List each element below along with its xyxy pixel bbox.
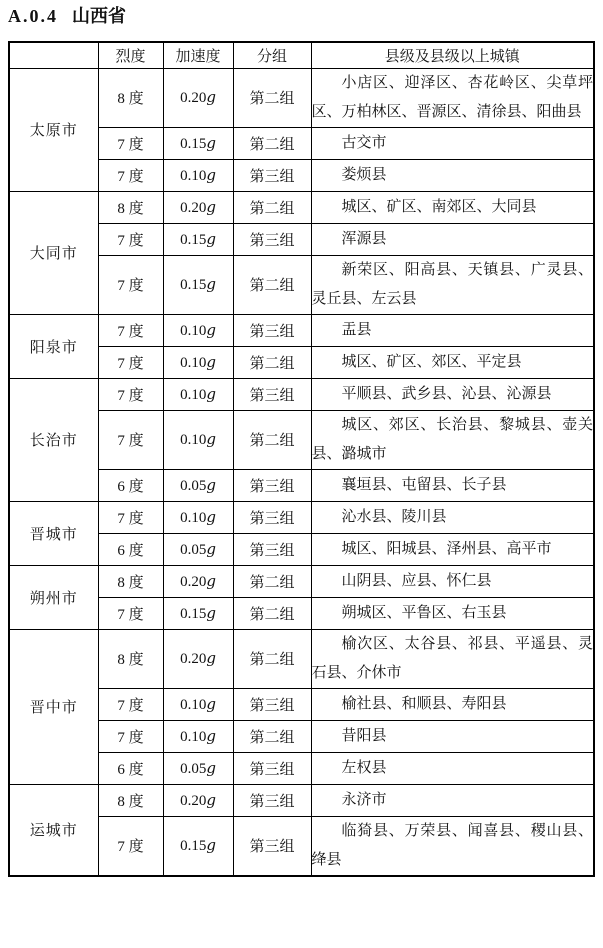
- section-number: A.0.4: [8, 6, 58, 26]
- intensity-cell: 6 度: [98, 752, 163, 784]
- towns-cell: 榆次区、太谷县、祁县、平遥县、灵石县、介休市: [311, 629, 594, 688]
- city-name-cell: 阳泉市: [9, 314, 98, 378]
- acceleration-cell: 0.05g: [163, 533, 233, 565]
- group-cell: 第二组: [233, 565, 311, 597]
- table-row: [9, 501, 594, 533]
- acceleration-cell: 0.15g: [163, 127, 233, 159]
- acceleration-unit: g: [206, 352, 216, 371]
- city-name-cell: 晋城市: [9, 501, 98, 565]
- group-cell: 第三组: [233, 223, 311, 255]
- col-header-acceleration: 加速度: [163, 42, 233, 69]
- acceleration-cell: 0.15g: [163, 597, 233, 629]
- intensity-cell: 7 度: [98, 223, 163, 255]
- acceleration-cell: 0.15g: [163, 816, 233, 876]
- intensity-cell: 7 度: [98, 688, 163, 720]
- intensity-cell: 8 度: [98, 565, 163, 597]
- acceleration-cell: 0.05g: [163, 469, 233, 501]
- intensity-cell: 8 度: [98, 191, 163, 223]
- acceleration-cell: 0.20g: [163, 565, 233, 597]
- header-row: [9, 42, 594, 69]
- acceleration-cell: 0.10g: [163, 378, 233, 410]
- towns-cell: 城区、矿区、郊区、平定县: [311, 346, 594, 378]
- group-cell: 第二组: [233, 255, 311, 314]
- group-cell: 第二组: [233, 629, 311, 688]
- acceleration-unit: g: [206, 790, 216, 809]
- acceleration-cell: 0.20g: [163, 191, 233, 223]
- group-cell: 第三组: [233, 688, 311, 720]
- acceleration-cell: 0.10g: [163, 501, 233, 533]
- city-name-cell: 大同市: [9, 191, 98, 314]
- group-cell: 第二组: [233, 68, 311, 127]
- group-cell: 第二组: [233, 127, 311, 159]
- group-cell: 第三组: [233, 816, 311, 876]
- intensity-cell: 8 度: [98, 629, 163, 688]
- intensity-cell: 7 度: [98, 720, 163, 752]
- acceleration-cell: 0.20g: [163, 629, 233, 688]
- acceleration-cell: 0.10g: [163, 410, 233, 469]
- city-name-cell: 运城市: [9, 784, 98, 876]
- acceleration-unit: g: [206, 539, 216, 558]
- acceleration-cell: 0.10g: [163, 688, 233, 720]
- acceleration-unit: g: [206, 275, 216, 294]
- group-cell: 第三组: [233, 533, 311, 565]
- intensity-cell: 6 度: [98, 533, 163, 565]
- towns-cell: 娄烦县: [311, 159, 594, 191]
- acceleration-unit: g: [206, 649, 216, 668]
- group-cell: 第二组: [233, 346, 311, 378]
- towns-cell: 永济市: [311, 784, 594, 816]
- group-cell: 第三组: [233, 501, 311, 533]
- acceleration-unit: g: [206, 758, 216, 777]
- acceleration-unit: g: [206, 836, 216, 855]
- table-row: [9, 191, 594, 223]
- towns-cell: 平顺县、武乡县、沁县、沁源县: [311, 378, 594, 410]
- acceleration-unit: g: [206, 88, 216, 107]
- intensity-cell: 7 度: [98, 127, 163, 159]
- acceleration-cell: 0.20g: [163, 68, 233, 127]
- towns-cell: 城区、矿区、南郊区、大同县: [311, 191, 594, 223]
- intensity-cell: 7 度: [98, 501, 163, 533]
- col-header-group: 分组: [233, 42, 311, 69]
- group-cell: 第三组: [233, 752, 311, 784]
- section-province-name: 山西省: [72, 6, 126, 26]
- table-row: [9, 68, 594, 127]
- table-row: [9, 629, 594, 688]
- acceleration-cell: 0.15g: [163, 255, 233, 314]
- intensity-cell: 7 度: [98, 597, 163, 629]
- intensity-cell: 7 度: [98, 159, 163, 191]
- acceleration-unit: g: [206, 229, 216, 248]
- acceleration-cell: 0.05g: [163, 752, 233, 784]
- towns-cell: 小店区、迎泽区、杏花岭区、尖草坪区、万柏林区、晋源区、清徐县、阳曲县: [311, 68, 594, 127]
- acceleration-unit: g: [206, 603, 216, 622]
- acceleration-unit: g: [206, 133, 216, 152]
- towns-cell: 古交市: [311, 127, 594, 159]
- intensity-cell: 6 度: [98, 469, 163, 501]
- col-header-city: [9, 42, 98, 69]
- towns-cell: 昔阳县: [311, 720, 594, 752]
- table-row: [9, 784, 594, 816]
- towns-cell: 盂县: [311, 314, 594, 346]
- acceleration-unit: g: [206, 726, 216, 745]
- group-cell: 第三组: [233, 469, 311, 501]
- seismic-zoning-table: [8, 41, 595, 877]
- city-name-cell: 朔州市: [9, 565, 98, 629]
- towns-cell: 城区、阳城县、泽州县、高平市: [311, 533, 594, 565]
- towns-cell: 浑源县: [311, 223, 594, 255]
- towns-cell: 朔城区、平鲁区、右玉县: [311, 597, 594, 629]
- intensity-cell: 7 度: [98, 410, 163, 469]
- towns-cell: 沁水县、陵川县: [311, 501, 594, 533]
- towns-cell: 榆社县、和顺县、寿阳县: [311, 688, 594, 720]
- acceleration-unit: g: [206, 507, 216, 526]
- acceleration-unit: g: [206, 165, 216, 184]
- intensity-cell: 7 度: [98, 314, 163, 346]
- group-cell: 第二组: [233, 191, 311, 223]
- acceleration-cell: 0.20g: [163, 784, 233, 816]
- city-name-cell: 长治市: [9, 378, 98, 501]
- acceleration-unit: g: [206, 197, 216, 216]
- towns-cell: 山阴县、应县、怀仁县: [311, 565, 594, 597]
- acceleration-cell: 0.10g: [163, 346, 233, 378]
- group-cell: 第二组: [233, 720, 311, 752]
- intensity-cell: 7 度: [98, 816, 163, 876]
- table-row: [9, 314, 594, 346]
- group-cell: 第三组: [233, 784, 311, 816]
- intensity-cell: 8 度: [98, 68, 163, 127]
- towns-cell: 襄垣县、屯留县、长子县: [311, 469, 594, 501]
- towns-cell: 左权县: [311, 752, 594, 784]
- acceleration-unit: g: [206, 571, 216, 590]
- intensity-cell: 7 度: [98, 255, 163, 314]
- group-cell: 第三组: [233, 378, 311, 410]
- col-header-towns: 县级及县级以上城镇: [311, 42, 594, 69]
- acceleration-unit: g: [206, 430, 216, 449]
- group-cell: 第二组: [233, 597, 311, 629]
- towns-cell: 临猗县、万荣县、闻喜县、稷山县、绛县: [311, 816, 594, 876]
- city-name-cell: 太原市: [9, 68, 98, 191]
- acceleration-cell: 0.15g: [163, 223, 233, 255]
- towns-cell: 新荣区、阳高县、天镇县、广灵县、灵丘县、左云县: [311, 255, 594, 314]
- acceleration-cell: 0.10g: [163, 159, 233, 191]
- acceleration-cell: 0.10g: [163, 720, 233, 752]
- acceleration-unit: g: [206, 384, 216, 403]
- group-cell: 第二组: [233, 410, 311, 469]
- table-row: [9, 378, 594, 410]
- towns-cell: 城区、郊区、长治县、黎城县、壶关县、潞城市: [311, 410, 594, 469]
- intensity-cell: 8 度: [98, 784, 163, 816]
- group-cell: 第三组: [233, 159, 311, 191]
- group-cell: 第三组: [233, 314, 311, 346]
- col-header-intensity: 烈度: [98, 42, 163, 69]
- acceleration-unit: g: [206, 475, 216, 494]
- intensity-cell: 7 度: [98, 378, 163, 410]
- acceleration-unit: g: [206, 694, 216, 713]
- acceleration-unit: g: [206, 320, 216, 339]
- intensity-cell: 7 度: [98, 346, 163, 378]
- table-row: [9, 565, 594, 597]
- section-title: [8, 6, 595, 28]
- acceleration-cell: 0.10g: [163, 314, 233, 346]
- city-name-cell: 晋中市: [9, 629, 98, 784]
